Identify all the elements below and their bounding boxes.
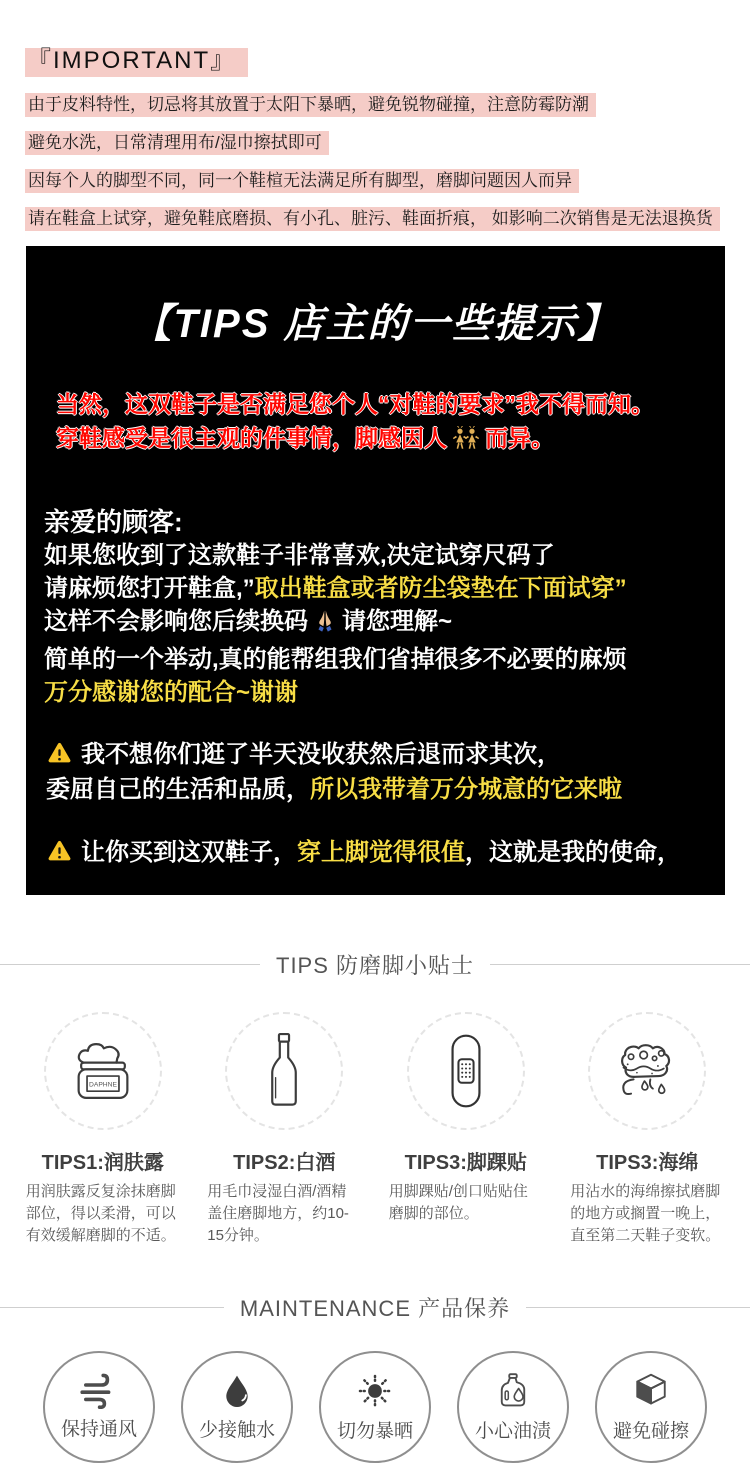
maintenance-row [0, 1351, 750, 1463]
letter-line-4: 简单的一个举动,真的能帮组我们省掉很多不必要的麻烦 [44, 646, 627, 673]
warning-1-line-1: 我不想你们逛了半天没收获然后退而求其次， [81, 741, 561, 768]
important-line [25, 132, 750, 155]
warning-icon [46, 741, 73, 766]
important-title: 『IMPORTANT』 [25, 40, 248, 77]
red-notice [56, 387, 725, 460]
red-line-1: 当然，这双鞋子是否满足您个人“对鞋的要求”我不得而知。 [56, 391, 654, 417]
letter-line [44, 572, 725, 605]
important-line [25, 94, 750, 117]
red-line-2: 穿鞋感受是很主观的件事情，脚感因人 [56, 425, 447, 451]
maintenance-item-avoid-friction [595, 1351, 707, 1463]
tip-item-liquor [199, 1012, 369, 1262]
tip-item-sponge [562, 1012, 732, 1262]
jar-brand-label: DAPHNE [88, 1081, 117, 1089]
maintenance-label: 小心油渍 [474, 1421, 551, 1442]
important-line-text: 由于皮料特性，切忌将其放置于太阳下暴晒，避免锐物碰撞，注意防霉防潮 [25, 93, 596, 117]
maintenance-item-no-sun [319, 1351, 431, 1463]
letter-line-3-end: 请您理解~ [342, 608, 453, 635]
tip-title: TIPS1:润肤露 [41, 1152, 164, 1174]
warning-note-1 [46, 737, 725, 807]
panel-title: 【TIPS 店主的一些提示】 [131, 302, 620, 346]
maintenance-label: 切勿暴晒 [336, 1421, 413, 1442]
tip-desc: 用沾水的海绵擦拭磨脚的地方或搁置一晚上，直至第二天鞋子变软。 [570, 1183, 721, 1244]
dancers-emoji [451, 425, 481, 460]
folded-hands-emoji [312, 608, 338, 643]
divider-line [0, 964, 260, 965]
red-line-2-end: 而异。 [485, 425, 554, 451]
letter-line-2-highlight: 取出鞋盒或者防尘袋垫在下面试穿” [254, 575, 627, 602]
sponge-icon [588, 1012, 706, 1130]
tip-desc: 用毛巾浸湿白酒/酒精盖住磨脚地方，约10-15分钟。 [207, 1183, 349, 1244]
wine-bottle-icon [225, 1012, 343, 1130]
important-line [25, 208, 750, 231]
maintenance-section-header [0, 1292, 750, 1323]
letter-thanks: 万分感谢您的配合~谢谢 [44, 679, 299, 706]
tip-item-lotion [18, 1012, 188, 1262]
tip-title: TIPS2:白酒 [233, 1152, 336, 1174]
tips-section-header [0, 949, 750, 980]
maintenance-label: 避免碰擦 [612, 1421, 689, 1442]
bandage-icon [407, 1012, 525, 1130]
letter-line [44, 676, 725, 709]
important-section [0, 0, 750, 231]
letter-line-2: 请麻烦您打开鞋盒,” [44, 575, 255, 602]
maintenance-item-oil-stain [457, 1351, 569, 1463]
tip-title: TIPS3:脚踝贴 [404, 1152, 527, 1174]
oil-bottle-icon [493, 1371, 533, 1411]
letter-line [44, 605, 725, 643]
cube-icon [631, 1371, 671, 1411]
sun-icon [355, 1371, 395, 1411]
tip-desc: 用润肤露反复涂抹磨脚部位，得以柔滑，可以有效缓解磨脚的不适。 [25, 1183, 176, 1244]
maintenance-item-avoid-water [181, 1351, 293, 1463]
important-line [25, 170, 750, 193]
warning-2-highlight: 穿上脚觉得很值 [297, 839, 465, 866]
warning-2-end: ，这就是我的使命， [465, 839, 681, 866]
letter-line-3: 这样不会影响您后续换码 [44, 608, 308, 635]
maintenance-label: 保持通风 [60, 1419, 137, 1440]
letter-line-1: 如果您收到了这款鞋子非常喜欢,决定试穿尺码了 [44, 542, 555, 569]
important-line-text: 避免水洗，日常清理用布/湿巾擦拭即可 [25, 131, 329, 155]
divider-line [0, 1307, 224, 1308]
water-drop-icon [218, 1372, 256, 1410]
tip-title: TIPS3:海绵 [596, 1152, 699, 1174]
tip-desc: 用脚踝贴/创口贴贴住磨脚的部位。 [388, 1183, 528, 1222]
divider-line [490, 964, 750, 965]
warning-icon [46, 839, 73, 864]
warning-1-line-2: 委屈自己的生活和品质， [46, 776, 310, 803]
maintenance-item-ventilation [43, 1351, 155, 1463]
letter-line [44, 539, 725, 572]
warning-note-2 [46, 835, 725, 870]
tips-row [0, 1012, 750, 1262]
important-line-text: 请在鞋盒上试穿，避免鞋底磨损、有小孔、脏污、鞋面折痕， 如影响二次销售是无法退换货 [25, 207, 720, 231]
customer-letter [44, 506, 725, 709]
tips-header-text: TIPS 防磨脚小贴士 [276, 953, 475, 978]
tip-item-bandage [381, 1012, 551, 1262]
important-line-text: 因每个人的脚型不同，同一个鞋楦无法满足所有脚型，磨脚问题因人而异 [25, 169, 579, 193]
warning-2-line: 让你买到这双鞋子， [81, 839, 297, 866]
wind-icon [77, 1373, 121, 1409]
letter-greeting: 亲爱的顾客: [44, 507, 183, 537]
shop-tips-panel [26, 246, 725, 895]
warning-1-highlight: 所以我带着万分城意的它来啦 [310, 776, 622, 803]
divider-line [526, 1307, 750, 1308]
cream-jar-icon [44, 1012, 162, 1130]
maintenance-label: 少接触水 [198, 1420, 275, 1441]
letter-line [44, 643, 725, 676]
maintenance-header-text: MAINTENANCE 产品保养 [239, 1296, 511, 1321]
